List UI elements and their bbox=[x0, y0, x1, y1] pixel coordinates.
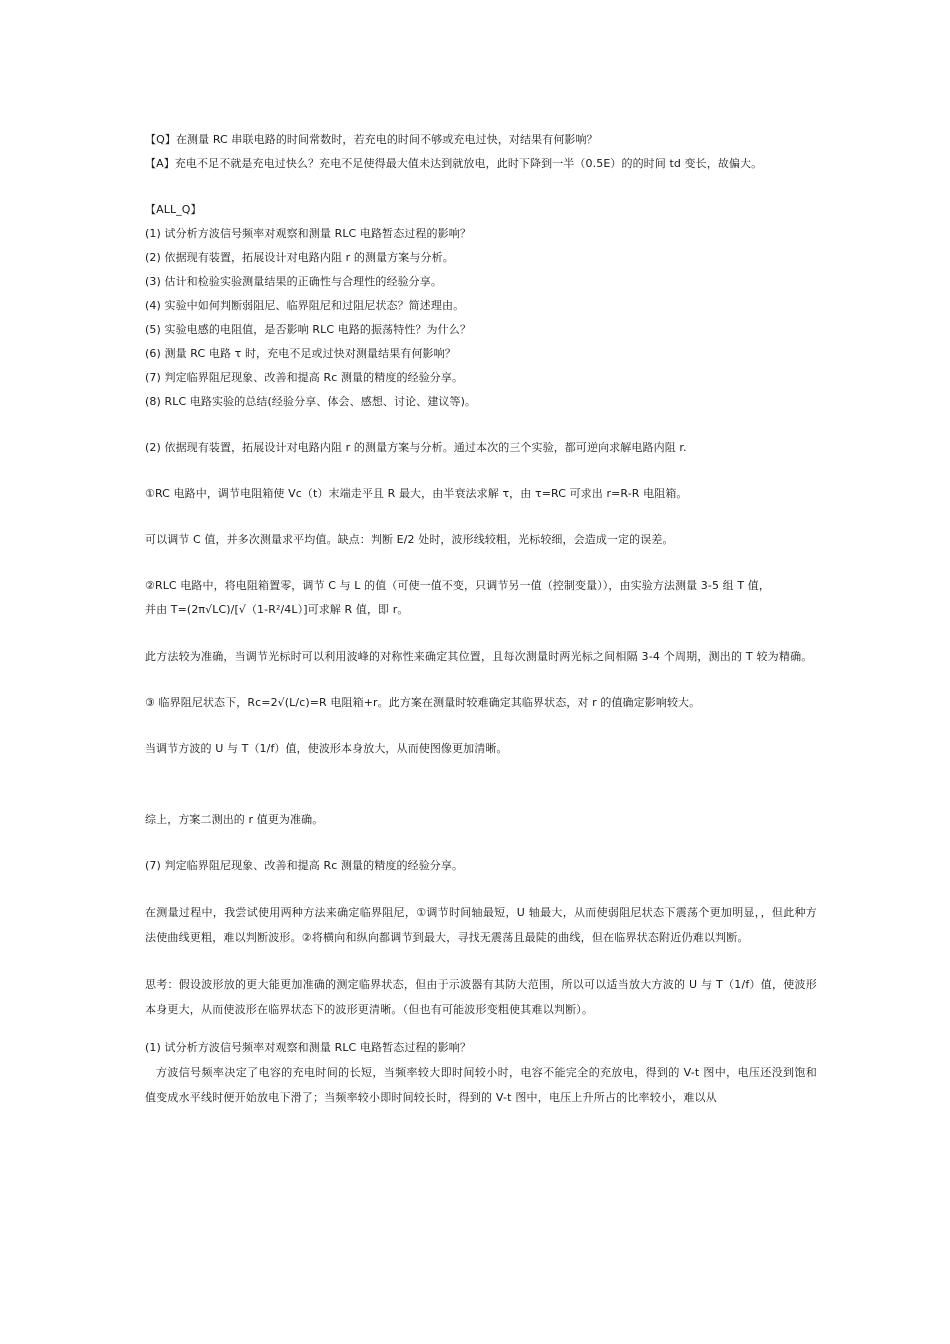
method-1-note: 可以调节 C 值，并多次测量求平均值。缺点：判断 E/2 处时，波形线较粗，光标较细，会造成一定的误差。 bbox=[145, 533, 674, 546]
q2-title: (2) 依据现有装置，拓展设计对电路内阻 r 的测量方案与分析。通过本次的三个实验，都可逆向求解电路内阻 r. bbox=[145, 441, 687, 454]
list-item: (3) 估计和检验实验测量结果的正确性与合理性的经验分享。 bbox=[145, 275, 442, 288]
method-2-note: 此方法较为准确，当调节光标时可以利用波峰的对称性来确定其位置，且每次测量时两光标之间相隔 3-4 个周期，测出的 T 较为精确。 bbox=[145, 650, 813, 663]
conclusion: 综上，方案二测出的 r 值更为准确。 bbox=[145, 813, 324, 826]
list-item: (7) 判定临界阻尼现象、改善和提高 Rc 测量的精度的经验分享。 bbox=[145, 371, 464, 384]
all-questions-heading: 【ALL_Q】 bbox=[145, 203, 202, 216]
method-1: ①RC 电路中，调节电阻箱使 Vc（t）末端走平且 R 最大，由半衰法求解 τ，由 τ=RC 可求出 r=R-R 电阻箱。 bbox=[145, 487, 688, 500]
document-page bbox=[145, 128, 817, 1110]
q1-title: (1) 试分析方波信号频率对观察和测量 RLC 电路暂态过程的影响？ bbox=[145, 1041, 471, 1054]
q7-title: (7) 判定临界阻尼现象、改善和提高 Rc 测量的精度的经验分享。 bbox=[145, 859, 464, 872]
list-item: (8) RLC 电路实验的总结(经验分享、体会、感想、讨论、建议等)。 bbox=[145, 395, 477, 408]
answer-text: 【A】充电不足不就是充电过快么？充电不足使得最大值未达到就放电，此时下降到一半（0.5E）的的时间 td 变长，故偏大。 bbox=[145, 157, 763, 170]
list-item: (6) 测量 RC 电路 τ 时，充电不足或过快对测量结果有何影响？ bbox=[145, 347, 456, 360]
q7-answer: 在测量过程中，我尝试使用两种方法来确定临界阻尼，①调节时间轴最短，U 轴最大，从而使弱阻尼状态下震荡个更加明显，，但此种方法使曲线更粗，难以判断波形。②将横向和纵向都调节到最大，寻找无震荡且最陡的曲线，但在临界状态附近仍难以判断。 bbox=[145, 906, 817, 944]
list-item: (5) 实验电感的电阻值，是否影响 RLC 电路的振荡特性？为什么？ bbox=[145, 323, 471, 336]
method-3: ③ 临界阻尼状态下，Rc=2√(L/c)=R 电阻箱+r。此方案在测量时较难确定其临界状态，对 r 的值确定影响较大。 bbox=[145, 696, 701, 709]
q1-answer: 方波信号频率决定了电容的充电时间的长短，当频率较大即时间较小时，电容不能完全的充放电，得到的 V-t 图中，电压还没到饱和值变成水平线时便开始放电下滑了；当频率较小即时间较长时，得到的 V-t 图中，电压上升所占的比率较小，难以从 bbox=[145, 1066, 817, 1104]
method-2-line-1: ②RLC 电路中，将电阻箱置零，调节 C 与 L 的值（可使一值不变，只调节另一值（控制变量）），由实验方法测量 3-5 组 T 值， bbox=[145, 579, 770, 592]
question-list bbox=[145, 222, 817, 414]
method-3-note: 当调节方波的 U 与 T（1/f）值，使波形本身放大，从而使图像更加清晰。 bbox=[145, 742, 508, 755]
list-item: (4) 实验中如何判断弱阻尼、临界阻尼和过阻尼状态？简述理由。 bbox=[145, 299, 465, 312]
list-item: (2) 依据现有装置，拓展设计对电路内阻 r 的测量方案与分析。 bbox=[145, 251, 454, 264]
list-item: (1) 试分析方波信号频率对观察和测量 RLC 电路暂态过程的影响？ bbox=[145, 227, 471, 240]
method-2-line-2: 并由 T=(2π√LC)/[√（1-R²/4L）]可求解 R 值，即 r。 bbox=[145, 603, 409, 616]
thinking-paragraph: 思考：假设波形放的更大能更加准确的测定临界状态，但由于示波器有其防大范围，所以可以适当放大方波的 U 与 T（1/f）值，使波形本身更大，从而使波形在临界状态下的波形更清晰。（但也有可能波形变粗使其难以判断）。 bbox=[145, 978, 817, 1016]
question-text: 【Q】在测量 RC 串联电路的时间常数时，若充电的时间不够或充电过快，对结果有何影响？ bbox=[145, 133, 598, 146]
